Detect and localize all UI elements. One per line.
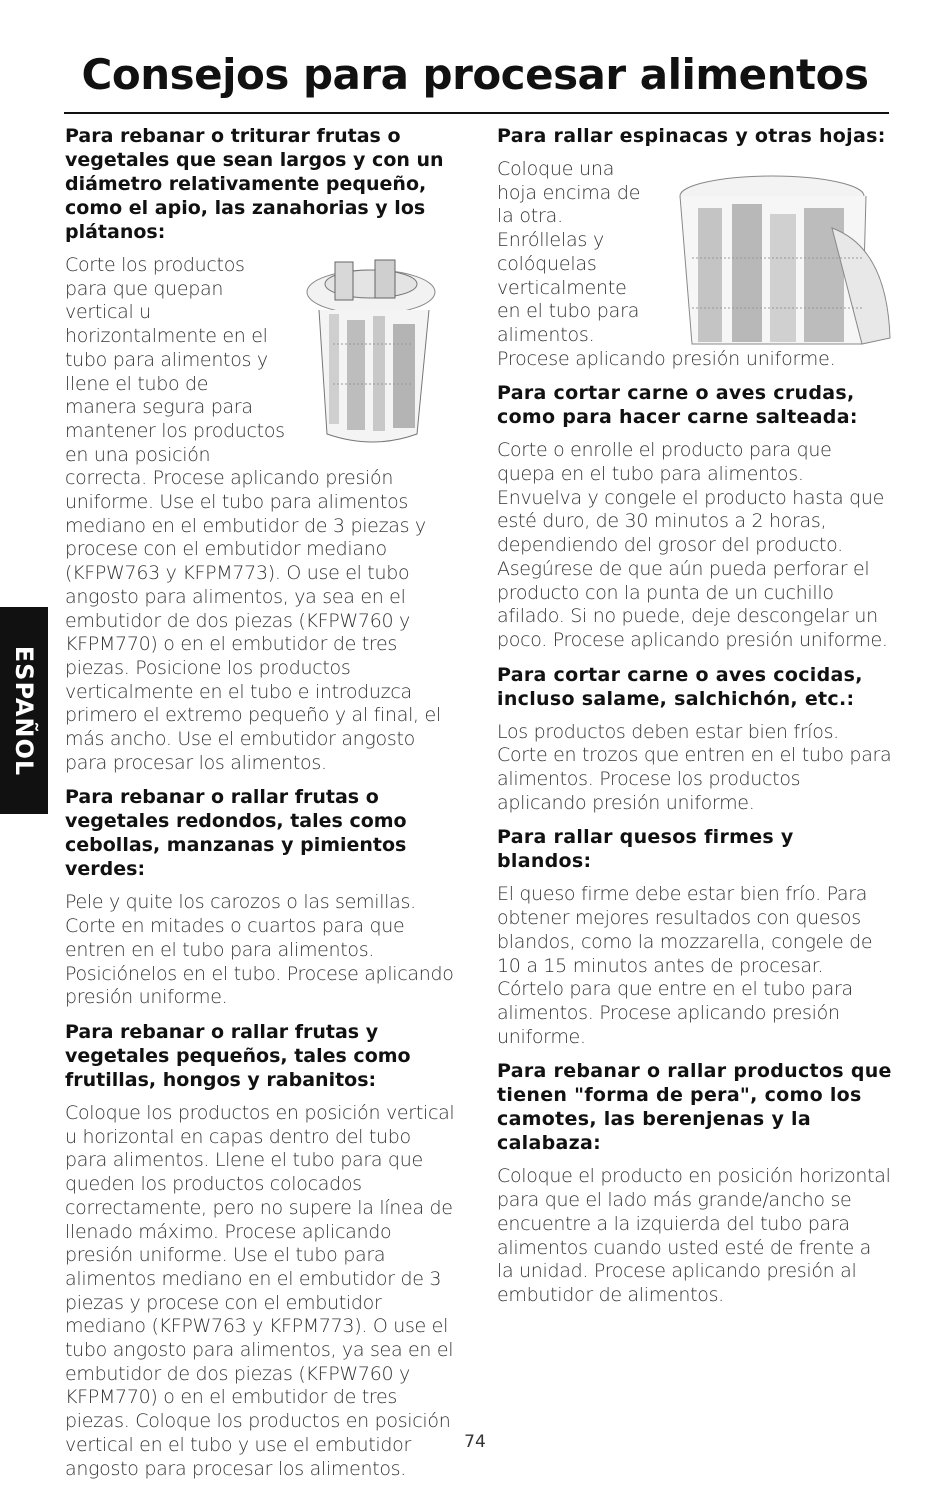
section-heading: Para rallar espinacas y otras hojas:: [497, 125, 886, 147]
section-text: El queso firme debe estar bien frío. Para obtener mejores resultados con quesos blandos, como la mozzarella, congele de 10 a 15 minutos antes de procesar. Córtelo para que entre en el tubo para alimentos. Procese aplicando presión uniforme.: [497, 883, 873, 1048]
section-heading: Para rallar quesos firmes y blandos:: [497, 826, 794, 873]
section-text: Los productos deben estar bien fríos. Corte en trozos que entren en el tubo para alimentos. Procese los productos aplicando presión uniforme.: [497, 720, 892, 814]
page-number: 74: [464, 1432, 486, 1452]
spinach-tube-illustration: [662, 168, 892, 346]
section-text: Corte los productos para que quepan vertical u horizontalmente en el tubo para alimentos y llene el tubo de manera segura para mantener los productos en una posición correcta. Procese aplicando presión uniforme. Use el tubo para alimentos mediano en el embutidor de 3 piezas y procese con el embutidor mediano (KFPW763 y KFPM773). O use el tubo angosto para alimentos, ya sea en el embutidor de dos piezas (KFPW760 y KFPM770) o en el embutidor de tres piezas. Posicione los productos verticalmente en el tubo e introduzca primero el extremo pequeño y al final, el más ancho. Use el embutidor angosto para procesar los alimentos.: [65, 254, 441, 774]
feed-tube-illustration: [293, 254, 455, 454]
section-heading: Para rebanar o rallar frutas o vegetales redondos, tales como cebollas, manzanas y pimientos verdes:: [65, 786, 407, 881]
language-side-tab: [0, 607, 48, 814]
section-text: Corte o enrolle el producto para que quepa en el tubo para alimentos. Envuelva y congele el producto hasta que esté duro, de 30 minutos a 2 horas, dependiendo del grosor del producto. Asegúrese de que aún pueda perforar el producto con la punta de un cuchillo afilado. Si no puede, deje descongelar un poco. Procese aplicando presión uniforme.: [497, 439, 888, 651]
section-text: Coloque una hoja encima de la otra. Enróllelas y colóquelas verticalmente en el tubo para alimentos. Procese aplicando presión uniforme.: [497, 158, 836, 370]
section-heading: Para rebanar o triturar frutas o vegetales que sean largos y con un diámetro relativamente pequeño, como el apio, las zanahorias y los plátanos:: [65, 125, 444, 243]
left-column: [65, 124, 455, 1491]
section-heading: Para rebanar o rallar frutas y vegetales pequeños, tales como frutillas, hongos y rabanitos:: [65, 1020, 411, 1091]
section-heading: Para rebanar o rallar productos que tienen "forma de pera", como los camotes, las berenjenas y la calabaza:: [497, 1060, 892, 1155]
section-heading: Para cortar carne o aves cocidas, incluso salame, salchichón, etc.:: [497, 663, 863, 710]
section-text: Coloque los productos en posición vertical u horizontal en capas dentro del tubo para alimentos. Llene el tubo para que queden los productos colocados correctamente, pero no supere la línea de llenado máximo. Procese aplicando presión uniforme. Use el tubo para alimentos mediano en el embutidor de 3 piezas y procese con el embutidor mediano (KFPW763 y KFPM773). O use el tubo angosto para alimentos, ya sea en el embutidor de dos piezas (KFPW760 y KFPM770) o en el embutidor de tres piezas. Coloque los productos en posición vertical en el tubo y use el embutidor angosto para procesar los alimentos.: [65, 1101, 455, 1480]
section-heading: Para cortar carne o aves crudas, como para hacer carne salteada:: [497, 382, 858, 429]
right-column: [497, 124, 892, 1318]
title-rule: [64, 112, 889, 114]
language-label: ESPAÑOL: [10, 645, 39, 776]
page-title: Consejos para procesar alimentos: [81, 50, 869, 99]
section-text: Coloque el producto en posición horizontal para que el lado más grande/ancho se encuentre a la izquierda del tubo para alimentos cuando usted esté de frente a la unidad. Procese aplicando presión al embutidor de alimentos.: [497, 1165, 891, 1306]
section-text: Pele y quite los carozos o las semillas. Corte en mitades o cuartos para que entren en el tubo para alimentos. Posiciónelos en el tubo. Procese aplicando presión uniforme.: [65, 891, 454, 1009]
